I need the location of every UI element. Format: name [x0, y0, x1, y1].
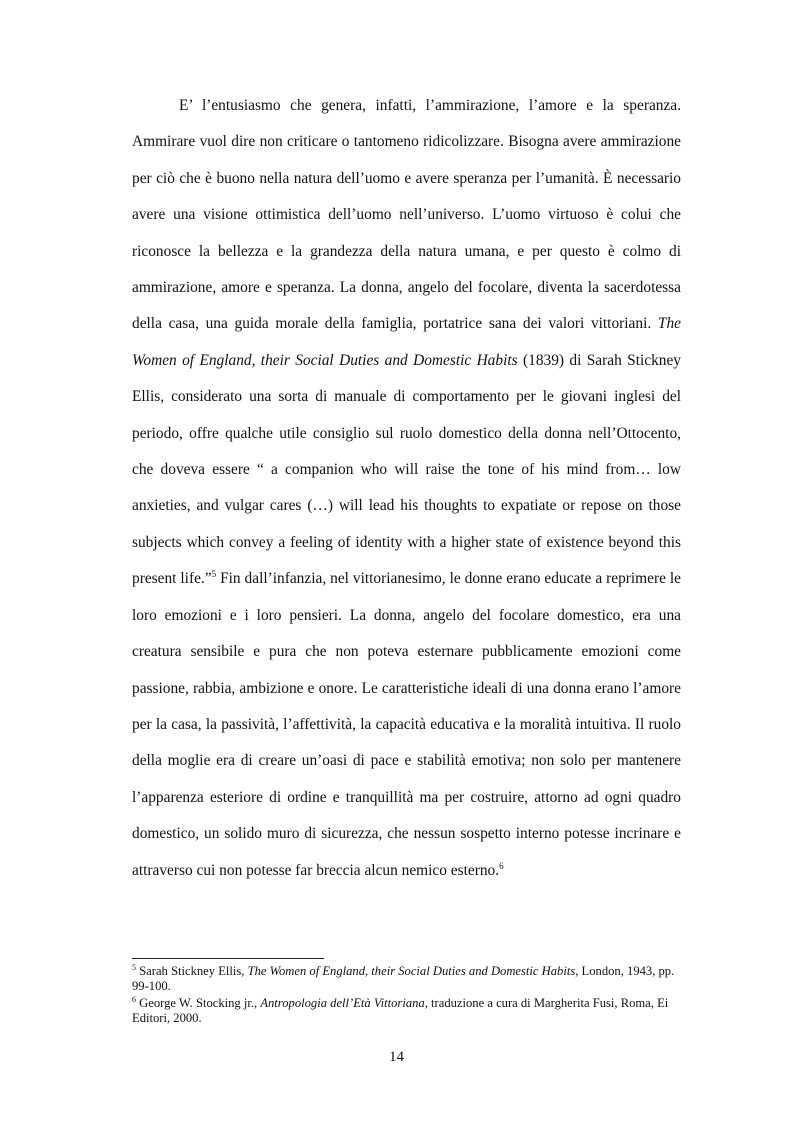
- footnote-5: [132, 964, 681, 994]
- footnote-6: [132, 996, 681, 1026]
- paragraph-text-3: Fin dall’infanzia, nel vittorianesimo, le donne erano educate a reprimere le loro emozioni e i loro pensieri. La donna, angelo del focolare domestico, era una creatura sensibile e pura che non poteva esternare pubblicamente emozioni come passione, rabbia, ambizione e onore. Le caratteristiche ideali di una donna erano l’amore per la casa, la passività, l’affettività, la capacità educativa e la moralità intuitiva. Il ruolo della moglie era di creare un’oasi di pace e stabilità emotiva; non solo per mantenere l’apparenza esteriore di ordine e tranquillità ma per costruire, attorno ad ogni quadro domestico, un solido muro di sicurezza, che nessun sospetto interno potesse incrinare e attraverso cui non potesse far breccia alcun nemico esterno.: [132, 570, 681, 879]
- body-text: [132, 88, 681, 889]
- footnote-text: Sarah Stickney Ellis,: [139, 964, 248, 978]
- page-number: 14: [389, 1049, 404, 1065]
- footnote-text: , London, 1943, pp. 99-100.: [132, 964, 675, 993]
- footnote-number: 6: [132, 994, 136, 1004]
- main-paragraph: [132, 88, 681, 889]
- footnote-ref-5[interactable]: 5: [211, 569, 217, 580]
- footnotes: [132, 964, 681, 1028]
- footnote-number: 5: [132, 962, 136, 972]
- footnote-divider: [132, 958, 324, 959]
- footnote-title-italic: Antropologia dell’Età Vittoriana: [260, 996, 425, 1010]
- footnote-title-italic: The Women of England, their Social Duties and Domestic Habits: [247, 964, 576, 978]
- paragraph-text-2: (1839) di Sarah Stickney Ellis, considerato una sorta di manuale di comportamento per le giovani inglesi del periodo, offre qualche utile consiglio sul ruolo domestico della donna nell’Ottocento, che doveva essere “ a companion who will raise the tone of his mind from… low anxieties, and vulgar cares (…) will lead his thoughts to expatiate or repose on those subjects which convey a feeling of identity with a higher state of existence beyond this present life.”: [132, 351, 681, 588]
- footnote-ref-6[interactable]: 6: [499, 860, 504, 871]
- book-title-italic: The Women of England, their Social Duties and Domestic Habits: [132, 315, 681, 369]
- footnote-text: George W. Stocking jr.,: [139, 996, 261, 1010]
- footnote-text: , traduzione a cura di Margherita Fusi, Roma, Ei Editori, 2000.: [132, 996, 669, 1025]
- paragraph-text-1: E’ l’entusiasmo che genera, infatti, l’ammirazione, l’amore e la speranza. Ammirare vuol dire non criticare o tantomeno ridicolizzare. Bisogna avere ammirazione per ciò che è buono nella natura dell’uomo e avere speranza per l’umanità. È necessario avere una visione ottimistica dell’uomo nell’universo. L’uomo virtuoso è colui che riconosce la bellezza e la grandezza della natura umana, e per questo è colmo di ammirazione, amore e speranza. La donna, angelo del focolare, diventa la sacerdotessa della casa, una guida morale della famiglia, portatrice sana dei valori vittoriani.: [132, 97, 681, 333]
